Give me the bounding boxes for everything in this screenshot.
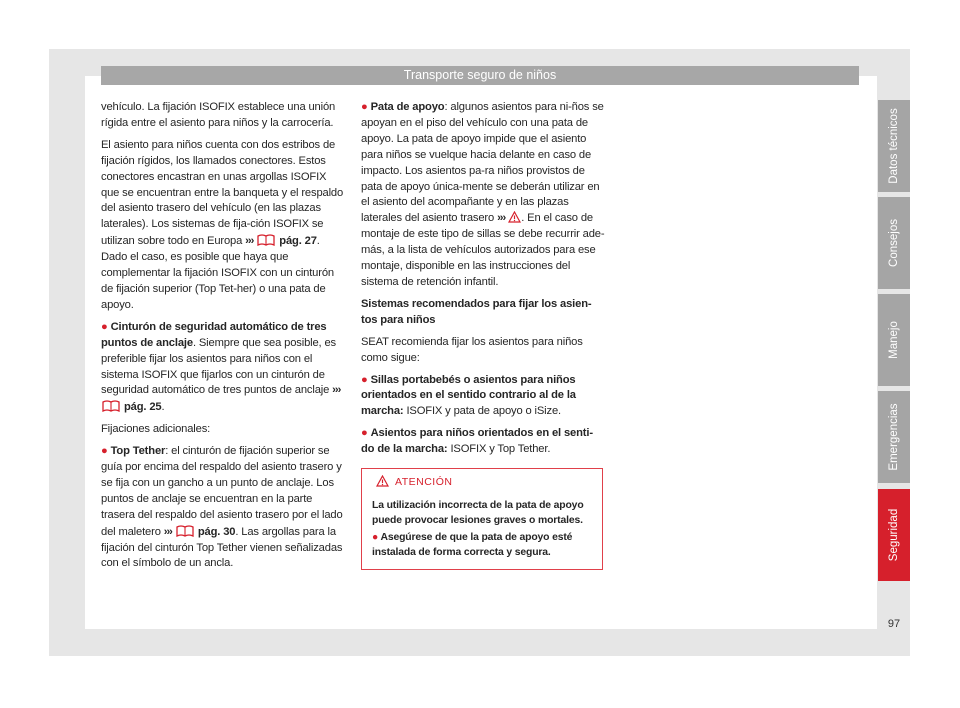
book-icon bbox=[101, 399, 121, 413]
tab-consejos[interactable]: Consejos bbox=[878, 197, 910, 289]
list-item: ● Sillas portabebés o asientos para niños orientados en el sentido contrario al de la marcha: ISOFIX y pata de apoyo o iSize. bbox=[361, 373, 576, 418]
section-header: Transporte seguro de niños bbox=[101, 66, 859, 85]
paragraph: Fijaciones adicionales: bbox=[101, 423, 211, 436]
paragraph: El asiento para niños cuenta con dos estribos de fijación rígidos, los llamados conectores. Estos conectores encastran en unas argollas ISOFIX que se encuentran entre la banqueta y el respaldo del asiento trasero del vehículo (en las plazas laterales). Los sistemas de fija-ción ISOFIX se utilizan sobre todo en Europa ››› pág. 27. Dado el caso, es posible que haya que complementar la fijación ISOFIX con un cinturón de fijación superior (Top Tet-her) o una pata de apoyo. bbox=[101, 138, 344, 311]
page-link[interactable]: pág. 27 bbox=[279, 235, 317, 248]
page-link[interactable]: pág. 30 bbox=[197, 525, 236, 538]
text-column-right bbox=[361, 100, 605, 570]
warning-label: ATENCIÓN bbox=[395, 476, 453, 489]
ref-arrow: ››› bbox=[163, 525, 172, 538]
book-icon bbox=[175, 524, 195, 538]
warning-box bbox=[361, 468, 603, 570]
book-icon bbox=[256, 233, 276, 247]
bullet-icon: ● bbox=[101, 445, 108, 458]
warning-header bbox=[362, 469, 602, 495]
paragraph: vehículo. La fijación ISOFIX establece una unión rígida entre el asiento para niños y la carrocería. bbox=[101, 101, 336, 129]
warning-bullet: ● Asegúrese de que la pata de apoyo esté instalada de forma correcta y segura. bbox=[372, 532, 573, 558]
ref-arrow: ››› bbox=[497, 212, 506, 225]
list-item: ● Asientos para niños orientados en el senti-do de la marcha: ISOFIX y Top Tether. bbox=[361, 427, 593, 456]
warning-icon[interactable] bbox=[508, 211, 521, 223]
paragraph: SEAT recomienda fijar los asientos para niños como sigue: bbox=[361, 335, 583, 364]
warning-icon bbox=[376, 475, 389, 487]
page-number: 97 bbox=[887, 618, 901, 630]
warning-text: La utilización incorrecta de la pata de apoyo puede provocar lesiones graves o mortales. bbox=[372, 500, 584, 526]
list-item: ● Cinturón de seguridad automático de tres puntos de anclaje. Siempre que sea posible, es preferible fijar los asientos para niños con el sistema ISOFIX que fijarlos con un cinturón de seguridad automático de tres puntos de anclaje ››› pág. 25. bbox=[101, 320, 341, 414]
list-item: ● Top Tether: el cinturón de fijación superior se guía por encima del respaldo del asiento trasero y se fija con un gancho a un punto de anclaje. Los puntos de anclaje se encuentran en la parte trasera del respaldo del asiento trasero por el lado del maletero ››› pág. 30. Las argollas para la fijación del cinturón Top Tether vienen señalizadas con el símbolo de un ancla. bbox=[101, 445, 343, 570]
bullet-icon: ● bbox=[372, 532, 379, 544]
tab-manejo[interactable]: Manejo bbox=[878, 294, 910, 386]
tab-datos-tecnicos[interactable]: Datos técnicos bbox=[878, 100, 910, 192]
section-heading: Sistemas recomendados para fijar los asien-tos para niños bbox=[361, 297, 592, 326]
bullet-icon: ● bbox=[361, 101, 368, 113]
bullet-icon: ● bbox=[361, 373, 368, 386]
tab-seguridad[interactable]: Seguridad bbox=[878, 489, 910, 581]
ref-arrow: ››› bbox=[245, 235, 254, 248]
tab-emergencias[interactable]: Emergencias bbox=[878, 391, 910, 483]
warning-body bbox=[362, 495, 602, 569]
bullet-icon: ● bbox=[361, 427, 368, 440]
list-item: ● Pata de apoyo: algunos asientos para ni-ños se apoyan en el piso del vehículo con una pata de apoyo. La pata de apoyo impide que el asiento para niños se vuelque hacia delante en caso de impacto. Los asientos pa-ra niños provistos de pata de apoyo única-mente se deberán utilizar en el asiento del acompañante y en las plazas laterales del asiento trasero ››› . En el caso de montaje de este tipo de sillas se debe recurrir ade-más, a la lista de vehículos autorizados para ese montaje, disponible en las instrucciones del sistema de retención infantil. bbox=[361, 101, 605, 288]
text-column-left bbox=[101, 100, 345, 578]
page-link[interactable]: pág. 25 bbox=[123, 401, 162, 414]
ref-arrow: ››› bbox=[332, 384, 341, 397]
bullet-icon: ● bbox=[101, 320, 108, 333]
